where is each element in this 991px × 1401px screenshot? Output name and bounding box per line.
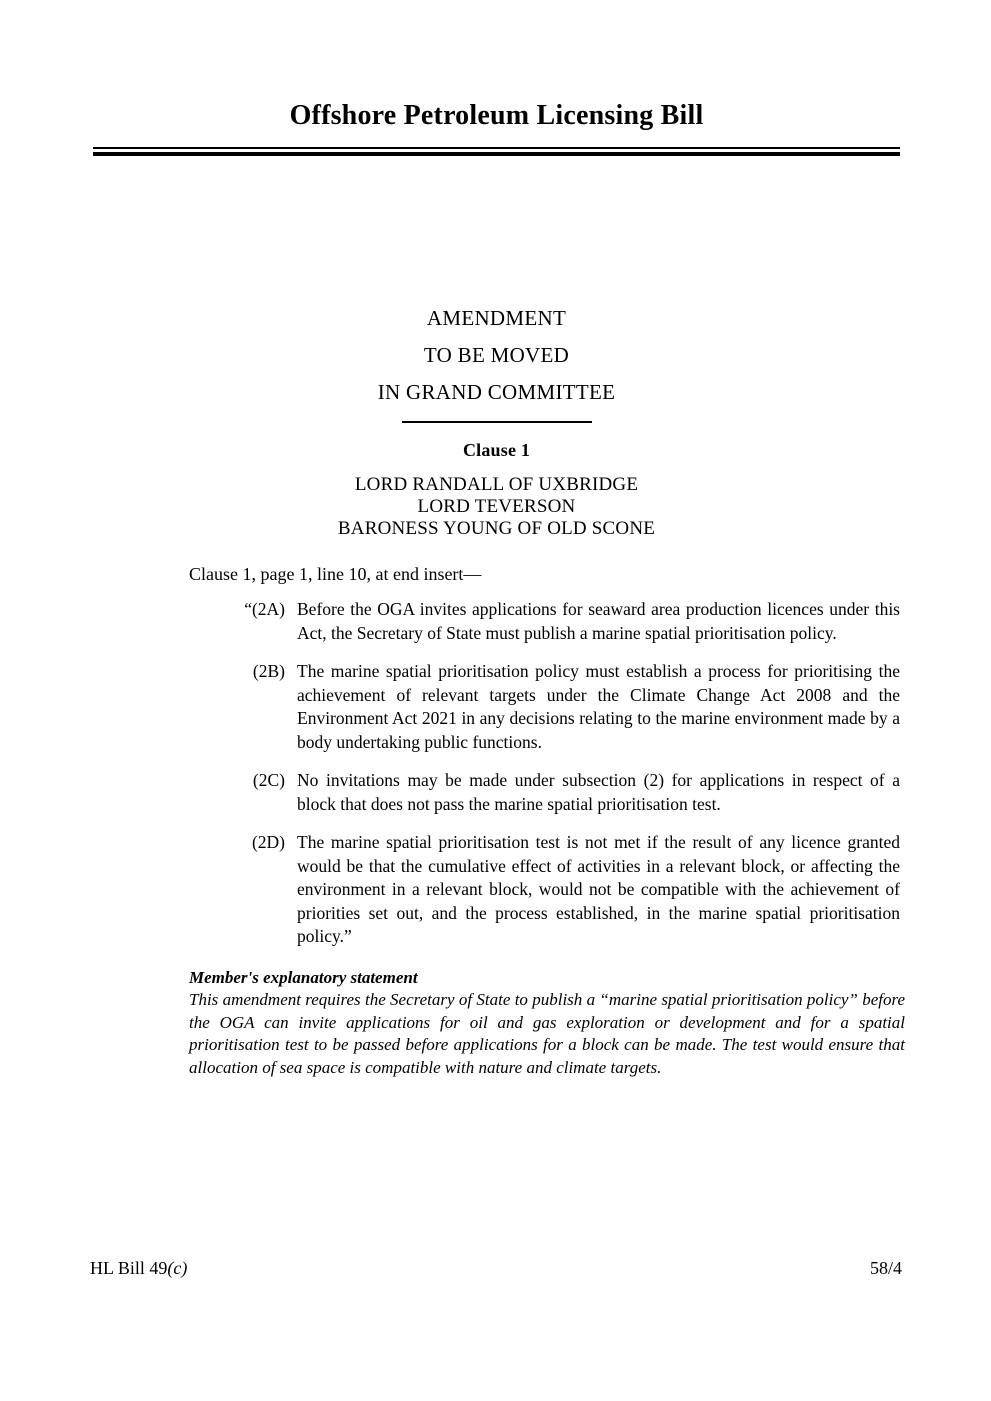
footer-page-reference: 58/4 [869,1258,902,1278]
sponsor-name: LORD TEVERSON [417,496,576,517]
subsection-paragraph [189,598,900,645]
page-title: Offshore Petroleum Licensing Bill [289,100,704,131]
footer-bill-number: HL Bill 49 [90,1258,168,1278]
subsection-marker: (2D) [251,832,285,852]
heading-in-grand-committee: IN GRAND COMMITTEE [377,380,616,404]
subsection-text: The marine spatial prioritisation test is not met if the result of any licence granted would be that the cumulative effect of activities in a relevant block, or affecting the environment in a relevant block, would not be compatible with the achievement of priorities set out, and the process established, in the marine spatial prioritisation policy.” [297,832,900,946]
subsection-text: The marine spatial prioritisation policy must establish a process for prioritising the achievement of relevant targets under the Climate Change Act 2008 and the Environment Act 2021 in any decisions relating to the marine environment made by a body undertaking public functions. [297,661,900,752]
amendment-body [189,563,900,949]
explanatory-statement [189,967,905,1079]
explanatory-statement-heading: Member's explanatory statement [189,968,418,987]
clause-heading: Clause 1 [462,440,531,460]
subsection-paragraph [189,831,900,949]
subsection-paragraph [189,769,900,816]
footer-bill-suffix: (c) [167,1258,188,1278]
subsection-text: No invitations may be made under subsection (2) for applications in respect of a block that does not pass the marine spatial prioritisation test. [297,770,900,814]
sponsor-name: BARONESS YOUNG OF OLD SCONE [337,518,656,539]
subsection-text: Before the OGA invites applications for seaward area production licences under this Act, the Secretary of State must publish a marine spatial prioritisation policy. [297,599,900,643]
subsection-paragraph [189,660,900,754]
footer-bill-reference [90,1258,187,1279]
title-block [93,100,900,156]
explanatory-statement-text: This amendment requires the Secretary of State to publish a “marine spatial prioritisation policy” before the OGA can invite applications for oil and gas exploration or development and for a spatial prioritisation test to be passed before applications for a block can be made. The test would ensure that allocation of sea space is compatible with nature and climate targets. [189,990,905,1077]
amendment-insert-instruction: Clause 1, page 1, line 10, at end insert— [189,564,482,584]
heading-to-be-moved: TO BE MOVED [423,343,570,367]
rule-thick-line [93,152,900,156]
sponsor-list [93,474,900,540]
amendment-heading-group [93,300,900,461]
subsection-marker: (2B) [252,661,285,681]
page-footer [90,1258,902,1279]
title-double-rule [93,147,900,156]
heading-separator-rule [402,421,592,423]
sponsor-name: LORD RANDALL OF UXBRIDGE [354,474,639,495]
heading-amendment: AMENDMENT [426,306,567,330]
subsection-marker: “(2A) [244,599,285,619]
subsection-marker: (2C) [252,770,285,790]
